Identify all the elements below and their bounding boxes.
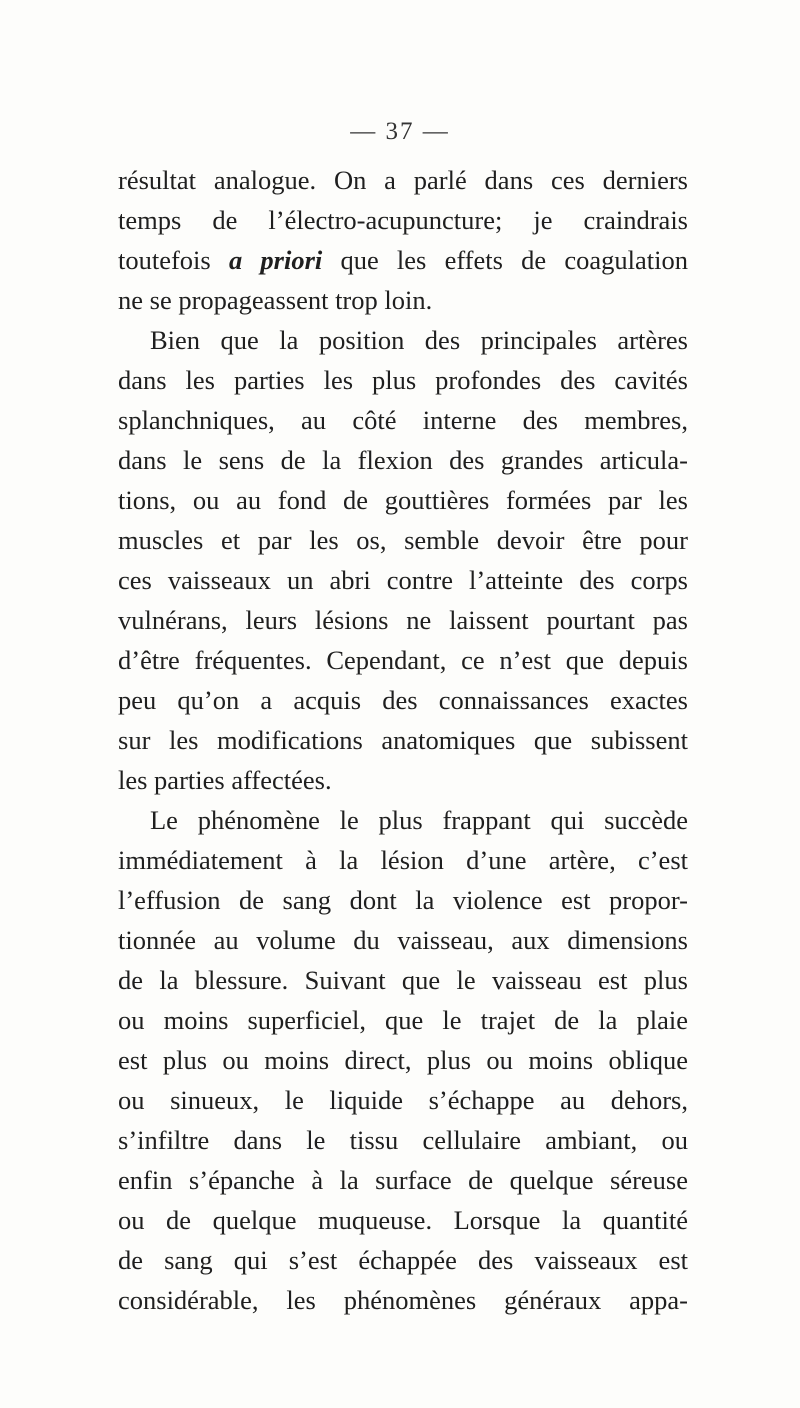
- italic-phrase: a priori: [228, 245, 323, 275]
- text-line: s’infiltre dans le tissu cellulaire ambiant, ou: [118, 1125, 688, 1155]
- text-line: d’être fréquentes. Cependant, ce n’est que depuis: [118, 645, 688, 675]
- text-line: les parties affectées.: [118, 765, 332, 795]
- text-line: considérable, les phénomènes généraux appa-: [118, 1285, 688, 1315]
- text-line: [118, 240, 688, 280]
- text-fragment: que les effets de coagulation: [322, 245, 688, 275]
- text-line: temps de l’électro-acupuncture; je craindrais: [118, 205, 688, 235]
- text-line: immédiatement à la lésion d’une artère, c’est: [118, 845, 688, 875]
- text-line: l’effusion de sang dont la violence est propor-: [118, 885, 688, 915]
- text-line: peu qu’on a acquis des connaissances exactes: [118, 685, 688, 715]
- text-line: splanchniques, au côté interne des membres,: [118, 405, 688, 435]
- text-line: de sang qui s’est échappée des vaisseaux est: [118, 1245, 688, 1275]
- page-number: — 37 —: [350, 118, 450, 145]
- text-line: ou de quelque muqueuse. Lorsque la quantité: [118, 1205, 688, 1235]
- text-line: dans le sens de la flexion des grandes articula-: [118, 445, 688, 475]
- text-line: tionnée au volume du vaisseau, aux dimensions: [118, 925, 688, 955]
- text-line: enfin s’épanche à la surface de quelque séreuse: [118, 1165, 688, 1195]
- text-line: est plus ou moins direct, plus ou moins oblique: [118, 1045, 688, 1075]
- text-line: dans les parties les plus profondes des cavités: [118, 365, 688, 395]
- text-line: ou sinueux, le liquide s’échappe au dehors,: [118, 1085, 688, 1115]
- text-line: ou moins superficiel, que le trajet de la plaie: [118, 1005, 688, 1035]
- text-line: Bien que la position des principales artères: [150, 325, 688, 355]
- text-line: ne se propageassent trop loin.: [118, 285, 433, 315]
- text-line: tions, ou au fond de gouttières formées par les: [118, 485, 688, 515]
- text-fragment: toutefois: [118, 245, 229, 275]
- text-line: muscles et par les os, semble devoir être pour: [118, 525, 688, 555]
- text-line: ces vaisseaux un abri contre l’atteinte des corps: [118, 565, 688, 595]
- text-line: vulnérans, leurs lésions ne laissent pourtant pas: [118, 605, 688, 635]
- text-line: Le phénomène le plus frappant qui succède: [150, 805, 688, 835]
- text-line: résultat analogue. On a parlé dans ces derniers: [118, 165, 688, 195]
- text-line: sur les modifications anatomiques que subissent: [118, 725, 688, 755]
- text-line: de la blessure. Suivant que le vaisseau est plus: [118, 965, 688, 995]
